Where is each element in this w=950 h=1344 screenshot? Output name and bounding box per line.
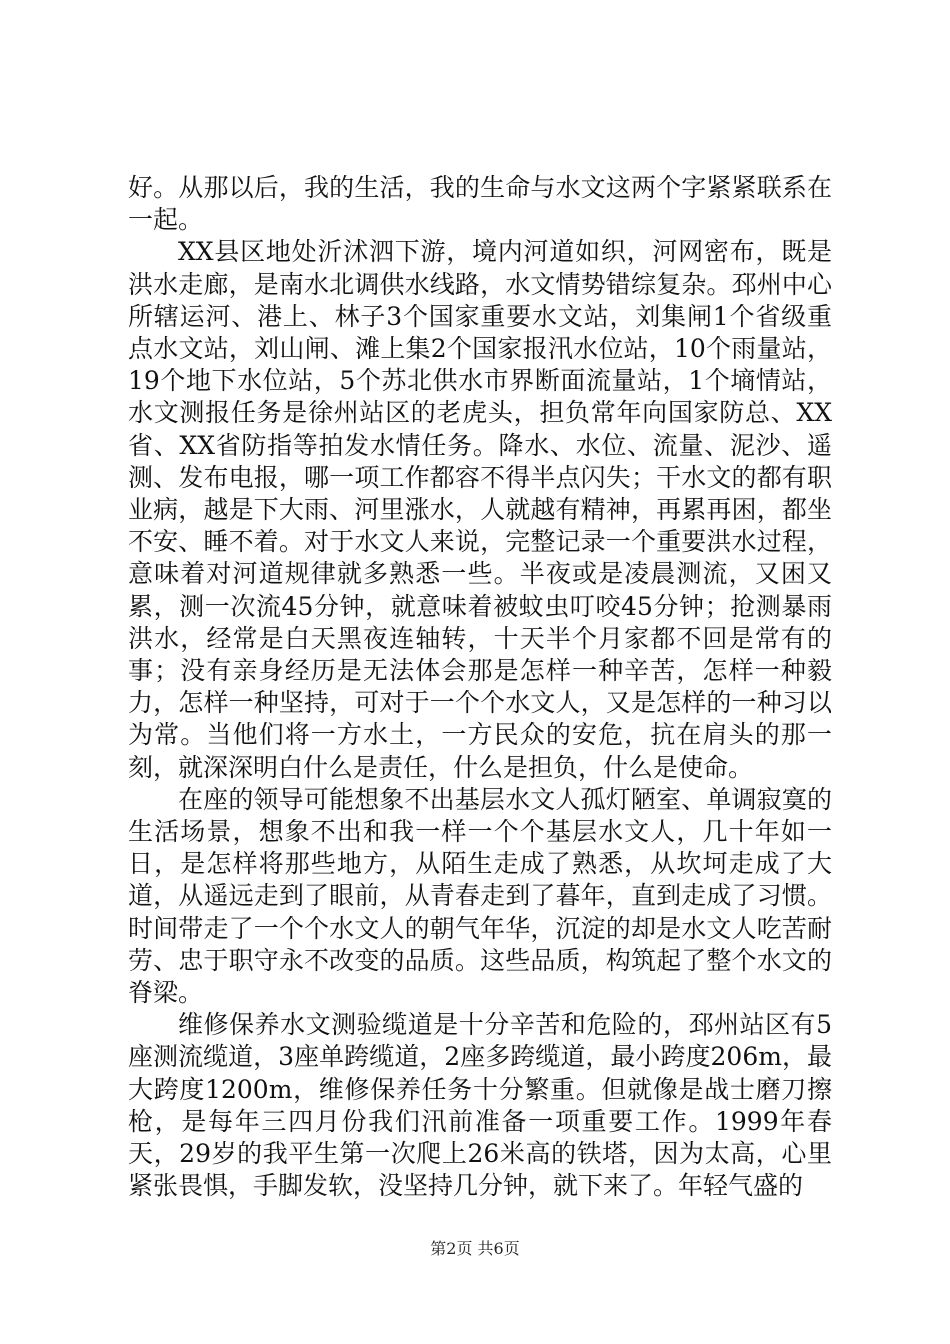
paragraph-3: 在座的领导可能想象不出基层水文人孤灯陋室、单调寂寞的生活场景，想象不出和我一样一个个基层水文人，几十年如一日，是怎样将那些地方，从陌生走成了熟悉，从坎坷走成了大道，从遥远走到了眼前，从青春走到了暮年，直到走成了习惯。时间带走了一个个水文人的朝气年华，沉淀的却是水文人吃苦耐劳、忠于职守永不改变的品质。这些品质，构筑起了整个水文的脊梁。 (128, 784, 832, 1008)
paragraph-4: 维修保养水文测验缆道是十分辛苦和危险的，邳州站区有5座测流缆道，3座单跨缆道，2座多跨缆道，最小跨度206m，最大跨度1200m，维修保养任务十分繁重。但就像是战士磨刀擦枪，是每年三四月份我们汛前准备一项重要工作。1999年春天，29岁的我平生第一次爬上26米高的铁塔，因为太高，心里紧张畏惧，手脚发软，没坚持几分钟，就下来了。年轻气盛的 (128, 1010, 832, 1201)
document-body (128, 172, 832, 1203)
paragraph-2: XX县区地处沂沭泗下游，境内河道如织，河网密布，既是洪水走廊，是南水北调供水线路，水文情势错综复杂。邳州中心所辖运河、港上、林子3个国家重要水文站，刘集闸1个省级重点水文站，刘山闸、滩上集2个国家报汛水位站，10个雨量站，19个地下水位站，5个苏北供水市界断面流量站，1个墒情站，水文测报任务是徐州站区的老虎头，担负常年向国家防总、XX省、XX省防指等拍发水情任务。降水、水位、流量、泥沙、遥测、发布电报，哪一项工作都容不得半点闪失；干水文的都有职业病，越是下大雨、河里涨水，人就越有精神，再累再困，都坐不安、睡不着。对于水文人来说，完整记录一个重要洪水过程，意味着对河道规律就多熟悉一些。半夜或是凌晨测流，又困又累，测一次流45分钟，就意味着被蚊虫叮咬45分钟；抢测暴雨洪水，经常是白天黑夜连轴转，十天半个月家都不回是常有的事；没有亲身经历是无法体会那是怎样一种辛苦，怎样一种毅力，怎样一种坚持，可对于一个个水文人，又是怎样的一种习以为常。当他们将一方水土，一方民众的安危，抗在肩头的那一刻，就深深明白什么是责任，什么是担负，什么是使命。 (128, 237, 832, 782)
page-footer: 第2页 共6页 (430, 1239, 520, 1258)
paragraph-1: 好。从那以后，我的生活，我的生命与水文这两个字紧紧联系在一起。 (128, 173, 832, 235)
